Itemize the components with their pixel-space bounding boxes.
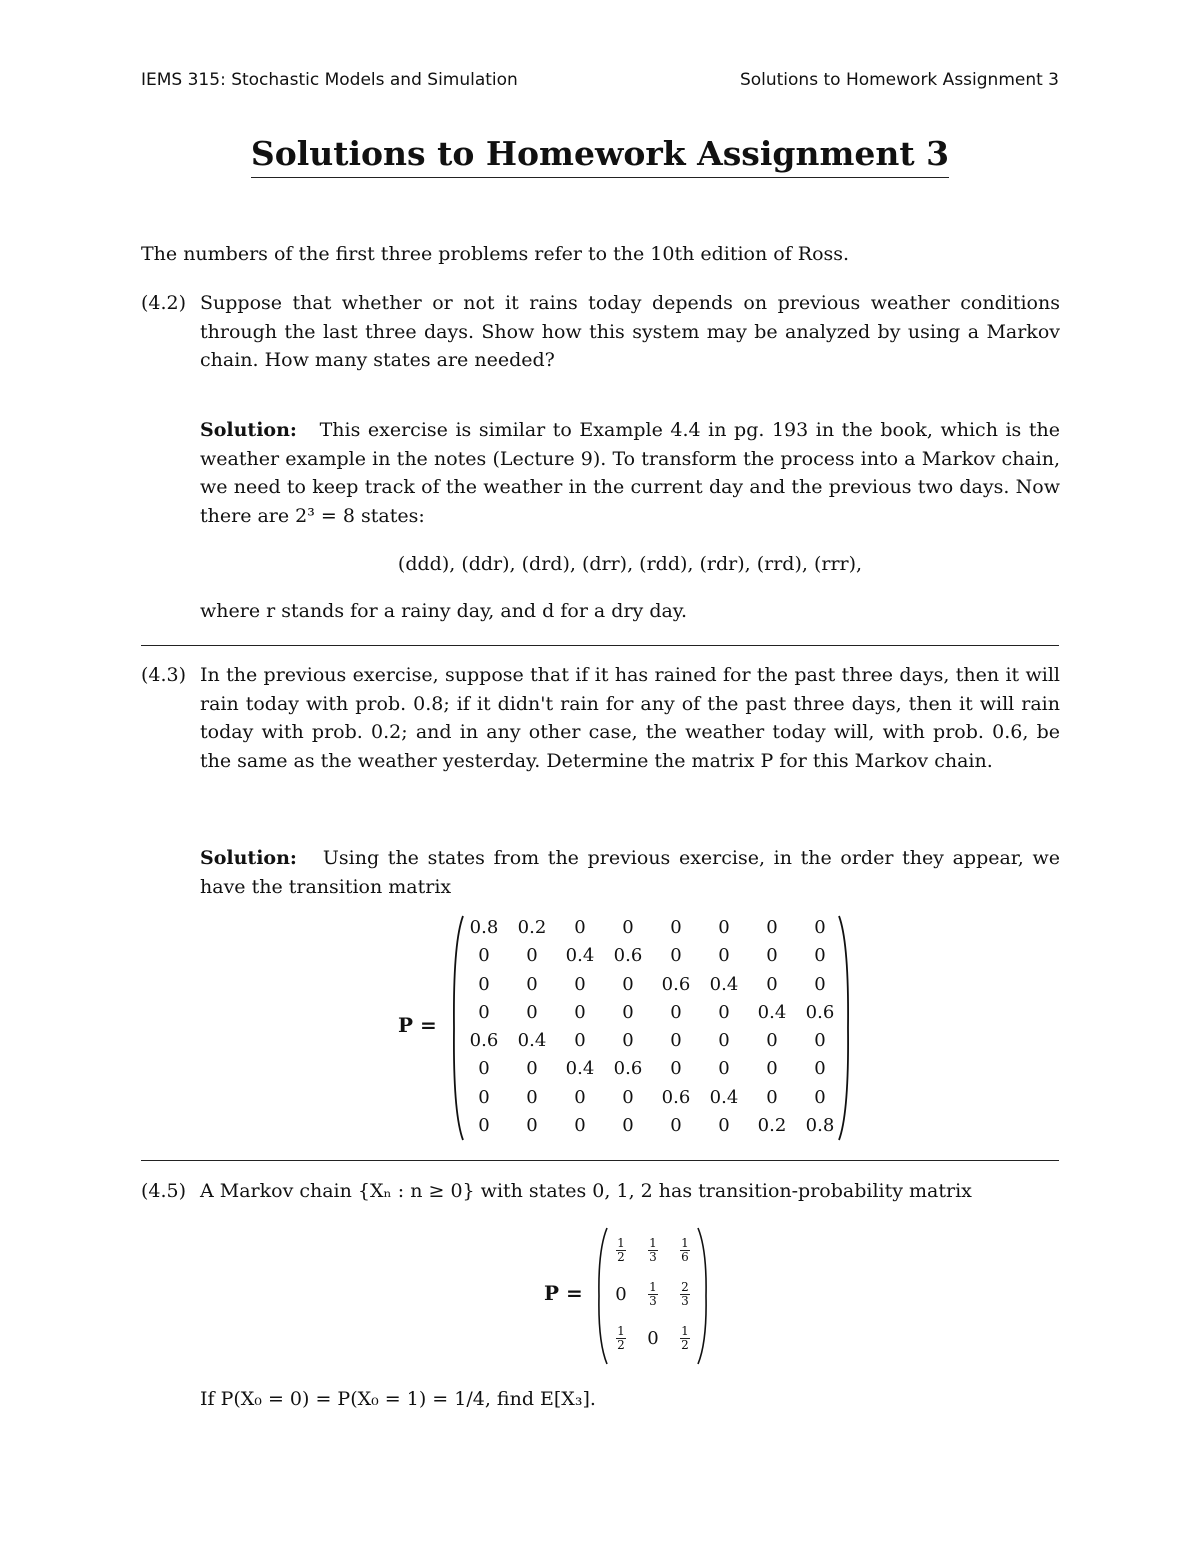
matrix-cell: 0.8 — [805, 1115, 835, 1137]
matrix-cell: 0.4 — [565, 1058, 595, 1080]
section-divider — [141, 645, 1059, 646]
matrix-cell: 0.4 — [565, 945, 595, 967]
matrix-cell: 0 — [526, 1115, 538, 1137]
matrix-cell: 0 — [526, 973, 538, 995]
fraction: $\frac{1}{2}$ — [617, 1235, 625, 1264]
matrix-cell: 0 — [718, 945, 730, 967]
solution-closing-4-2: where r stands for a rainy day, and d for a dry day. — [200, 600, 688, 622]
transition-matrix-8x8 — [460, 914, 844, 1140]
matrix-cell: 0 — [622, 973, 634, 995]
matrix-cell: 0 — [766, 1086, 778, 1108]
matrix-cell: 0 — [574, 1115, 586, 1137]
matrix-row — [460, 1084, 844, 1112]
matrix-cell: 0 — [574, 1030, 586, 1052]
matrix-row — [605, 1316, 701, 1360]
matrix-cell: 0 — [526, 1086, 538, 1108]
matrix-cell: 0 — [718, 1030, 730, 1052]
matrix-cell: 0 — [718, 1058, 730, 1080]
matrix-cell — [637, 1272, 669, 1316]
fraction: $\frac{1}{2}$ — [681, 1323, 689, 1352]
matrix-cell: 0 — [478, 1058, 490, 1080]
matrix-cell: 0.4 — [709, 1086, 739, 1108]
matrix-cell: 0 — [670, 1001, 682, 1023]
matrix-cell: 0 — [622, 1001, 634, 1023]
states-list: (ddd), (ddr), (drd), (drr), (rdd), (rdr), (rrd), (rrr), — [397, 553, 863, 575]
matrix-row — [460, 942, 844, 970]
matrix-cell: 0.4 — [757, 1001, 787, 1023]
problem-label-4-2: (4.2) — [141, 292, 187, 314]
fraction: $\frac{1}{2}$ — [617, 1323, 625, 1352]
matrix-row — [460, 999, 844, 1027]
matrix-cell: 0 — [574, 973, 586, 995]
problem-statement-4-5: A Markov chain {Xₙ : n ≥ 0} with states 0, 1, 2 has transition-probability matrix — [200, 1180, 972, 1202]
matrix-cell — [605, 1228, 637, 1272]
solution-4-2 — [200, 416, 1060, 530]
matrix-cell: 0 — [814, 1030, 826, 1052]
header-doc-title: Solutions to Homework Assignment 3 — [739, 70, 1059, 90]
matrix-cell: 0 — [478, 1086, 490, 1108]
matrix-cell: 0.6 — [613, 945, 643, 967]
matrix-cell: 0 — [718, 917, 730, 938]
matrix-cell: 0 — [766, 1058, 778, 1080]
matrix-cell: 0 — [814, 1086, 826, 1108]
matrix-cell: 0 — [478, 973, 490, 995]
matrix-cell: 0 — [574, 917, 586, 938]
header-course: IEMS 315: Stochastic Models and Simulation — [141, 70, 518, 90]
fraction: $\frac{2}{3}$ — [681, 1279, 689, 1308]
solution-text-4-3: Using the states from the previous exercise, in the order they appear, we have the transition matrix — [200, 847, 1060, 898]
matrix-cell: 0.4 — [517, 1030, 547, 1052]
section-divider — [141, 1160, 1059, 1161]
solution-text-4-2: This exercise is similar to Example 4.4 in pg. 193 in the book, which is the weather example in the notes (Lecture 9). To transform the process into a Markov chain, we need to keep track of the weather in the current day and the previous two days. Now there are 2³ = 8 states: — [200, 419, 1060, 527]
problem-statement-4-2: Suppose that whether or not it rains today depends on previous weather conditions through the last three days. Show how this system may be analyzed by using a Markov chain. How many states are needed? — [200, 292, 1060, 371]
matrix-cell: 0.8 — [469, 917, 499, 938]
matrix-cell: 0.6 — [661, 973, 691, 995]
matrix-row — [460, 1027, 844, 1055]
matrix-cell: 0.6 — [805, 1001, 835, 1023]
fraction: $\frac{1}{3}$ — [649, 1235, 657, 1264]
problem-label-4-5: (4.5) — [141, 1180, 187, 1202]
problem-statement-4-3: In the previous exercise, suppose that if it has rained for the past three days, then it will rain today with prob. 0.8; if it didn't rain for any of the past three days, then it will rain today with prob. 0.2; and in any other case, the weather today will, with prob. 0.6, be the same as the weather yesterday. Determine the matrix P for this Markov chain. — [200, 664, 1060, 772]
matrix-cell: 0 — [478, 1115, 490, 1137]
matrix-row — [460, 914, 844, 942]
matrix-cell: 0 — [814, 917, 826, 938]
matrix-row — [460, 1055, 844, 1083]
matrix-cell: 0.2 — [757, 1115, 787, 1137]
matrix-cell: 0 — [670, 1058, 682, 1080]
matrix-cell — [605, 1316, 637, 1360]
matrix-label-4-3: P = — [398, 1013, 437, 1037]
matrix-cell: 0 — [766, 973, 778, 995]
matrix-cell: 0 — [670, 1115, 682, 1137]
matrix-row — [460, 1112, 844, 1140]
matrix-cell: 0 — [647, 1328, 659, 1349]
solution-4-3 — [200, 844, 1060, 901]
matrix-cell: 0 — [766, 1030, 778, 1052]
matrix-cell: 0 — [526, 945, 538, 967]
matrix-cell: 0 — [574, 1086, 586, 1108]
matrix-cell: 0 — [478, 1001, 490, 1023]
solution-label: Solution: — [200, 419, 297, 441]
matrix-cell: 0 — [622, 1030, 634, 1052]
matrix-row — [460, 971, 844, 999]
solution-label: Solution: — [200, 847, 297, 869]
matrix-cell: 0.2 — [517, 917, 547, 938]
page-title-text: Solutions to Homework Assignment 3 — [251, 134, 949, 178]
matrix-cell: 0 — [814, 1058, 826, 1080]
fraction: $\frac{1}{3}$ — [649, 1279, 657, 1308]
matrix-cell: 0 — [526, 1001, 538, 1023]
matrix-cell: 0 — [526, 1058, 538, 1080]
matrix-cell: 0 — [814, 973, 826, 995]
matrix-cell: 0 — [718, 1001, 730, 1023]
matrix-cell: 0 — [622, 917, 634, 938]
matrix-cell: 0 — [814, 945, 826, 967]
matrix-cell: 0.6 — [469, 1030, 499, 1052]
matrix-cell: 0.6 — [613, 1058, 643, 1080]
matrix-row — [605, 1272, 701, 1316]
matrix-cell: 0 — [766, 945, 778, 967]
fraction: $\frac{1}{6}$ — [681, 1235, 689, 1264]
problem-question-4-5: If P(X₀ = 0) = P(X₀ = 1) = 1/4, find E[X₃]. — [200, 1388, 596, 1410]
matrix-cell: 0 — [574, 1001, 586, 1023]
matrix-row — [605, 1228, 701, 1272]
matrix-cell — [669, 1316, 701, 1360]
matrix-cell: 0 — [670, 945, 682, 967]
matrix-cell — [669, 1228, 701, 1272]
matrix-cell: 0 — [718, 1115, 730, 1137]
matrix-label-4-5: P = — [544, 1281, 583, 1305]
intro-text: The numbers of the first three problems refer to the 10th edition of Ross. — [141, 243, 850, 265]
matrix-cell: 0 — [478, 945, 490, 967]
matrix-cell: 0 — [670, 917, 682, 938]
matrix-cell: 0 — [615, 1284, 627, 1305]
matrix-cell: 0 — [766, 917, 778, 938]
matrix-cell — [637, 1228, 669, 1272]
matrix-cell: 0 — [622, 1086, 634, 1108]
matrix-cell: 0.6 — [661, 1086, 691, 1108]
problem-label-4-3: (4.3) — [141, 664, 187, 686]
page-title — [0, 134, 1200, 178]
matrix-cell: 0 — [670, 1030, 682, 1052]
matrix-cell — [669, 1272, 701, 1316]
transition-matrix-3x3 — [605, 1228, 701, 1360]
matrix-cell: 0 — [622, 1115, 634, 1137]
matrix-cell: 0.4 — [709, 973, 739, 995]
